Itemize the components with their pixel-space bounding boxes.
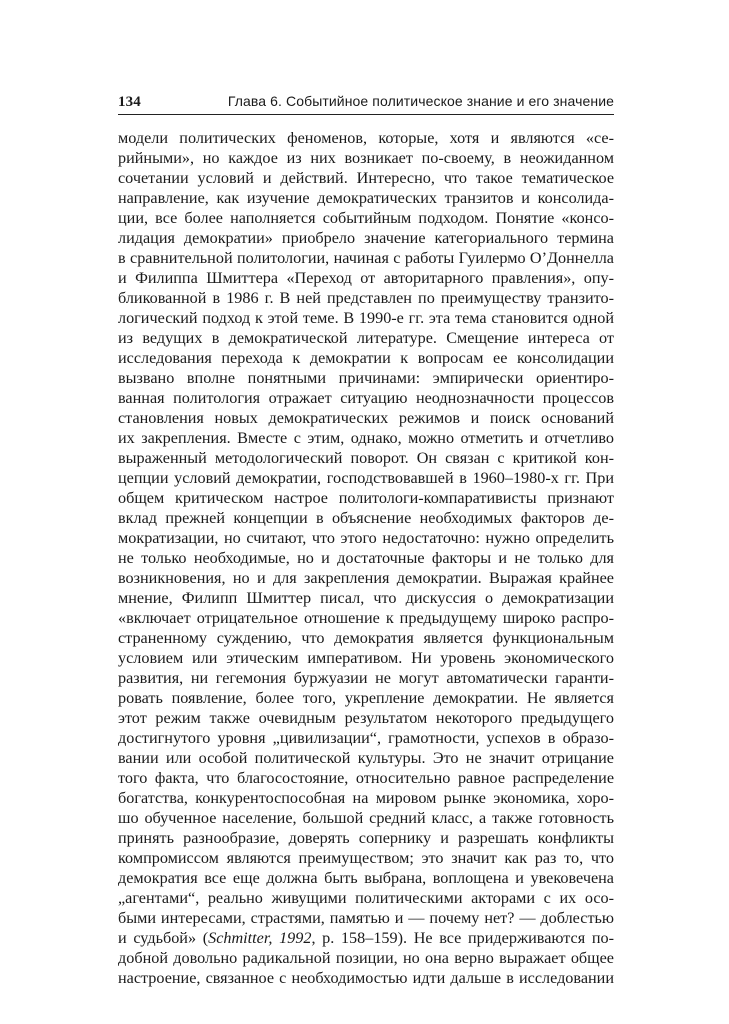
text-line: логический подход к этой теме. В 1990-е гг. эта тема становится одной: [118, 309, 614, 327]
text-line: возникновения, но и для закрепления демократии. Выражая крайнее: [118, 569, 614, 587]
text-line: быми интересами, страстями, памятью и — почему нет? — доблестью: [118, 909, 614, 927]
text-line: того факта, что благосостояние, относительно равное распределение: [118, 769, 614, 787]
text-line: достигнутого уровня „цивилизации“, грамотности, успехов в образо-: [118, 729, 614, 747]
text-line: развития, ни гегемония буржуазии не могут автоматически гаранти-: [118, 669, 614, 687]
text-line: ровать появление, более того, укрепление демократии. Не является: [118, 689, 614, 707]
text-line: модели политических феноменов, которые, хотя и являются «се-: [118, 129, 614, 147]
text-line: шо обученное население, большой средний класс, а также готовность: [118, 809, 614, 827]
text-line: в сравнительной политологии, начиная с работы Гуилермо О’Доннелла: [118, 249, 614, 267]
running-header: [118, 93, 614, 111]
text-line: направление, как изучение демократических транзитов и консолида-: [118, 189, 614, 207]
citation-author: Schmitter,: [208, 929, 273, 947]
text-line: „агентами“, реально живущими политическими акторами с их осо-: [118, 889, 614, 907]
citation-line: [118, 928, 614, 948]
text-line: цепции условий демократии, господствовавшей в 1960–1980-х гг. При: [118, 469, 614, 487]
text-line: настроение, связанное с необходимостью идти дальше в исследовании: [118, 969, 614, 987]
text-line: добной довольно радикальной позиции, но она верно выражает общее: [118, 949, 614, 967]
text-line: богатства, конкурентоспособная на мировом рынке экономика, хоро-: [118, 789, 614, 807]
text-line: лидация демократии» приобрело значение категориального термина: [118, 229, 614, 247]
text-line: выраженный методологический поворот. Он связан с критикой кон-: [118, 449, 614, 467]
running-title: Глава 6. Событийное политическое знание и его значение: [227, 93, 614, 109]
text-line: мнение, Филипп Шмиттер писал, что дискуссия о демократизации: [118, 589, 614, 607]
text-line: исследования перехода к демократии к вопросам ее консолидации: [118, 349, 614, 367]
text-line: условием или этическим императивом. Ни уровень экономического: [118, 649, 614, 667]
text-line: сочетании условий и действий. Интересно, что такое тематическое: [118, 169, 614, 187]
body-text: [118, 128, 614, 988]
text-line: и Филиппа Шмиттера «Переход от авторитарного правления», опу-: [118, 269, 614, 287]
header-rule: [118, 114, 614, 115]
citation-pre: и судьбой» (: [118, 929, 209, 947]
text-line: ванная политология отражает ситуацию неоднозначности процессов: [118, 389, 614, 407]
text-line: ции, все более наполняется событийным подходом. Понятие «консо-: [118, 209, 614, 227]
text-line: рийными», но каждое из них возникает по-своему, в неожиданном: [118, 149, 614, 167]
text-line: из ведущих в демократической литературе. Смещение интереса от: [118, 329, 614, 347]
text-line: вызвано вполне понятными причинами: эмпирически ориентиро-: [118, 369, 614, 387]
text-line: вклад прежней концепции в объяснение необходимых факторов де-: [118, 509, 614, 527]
text-line: вании или особой политической культуры. Это не значит отрицание: [118, 749, 614, 767]
text-line: демократия все еще должна быть выбрана, воплощена и увековечена: [118, 869, 614, 887]
text-line: страненному суждению, что демократия является функциональным: [118, 629, 614, 647]
text-line: не только необходимые, но и достаточные факторы и не только для: [118, 549, 614, 567]
citation-post: , p. 158–159). Не все придерживаются по-: [311, 929, 614, 947]
citation-year: 1992: [279, 929, 312, 947]
text-line: «включает отрицательное отношение к предыдущему широко распро-: [118, 609, 614, 627]
page-number: 134: [118, 94, 141, 110]
text-line: их закрепления. Вместе с этим, однако, можно отметить и отчетливо: [118, 429, 614, 447]
text-line: становления новых демократических режимов и поиск оснований: [118, 409, 614, 427]
text-line: мократизации, но считают, что этого недостаточно: нужно определить: [118, 529, 614, 547]
text-line: бликованной в 1986 г. В ней представлен по преимуществу транзито-: [118, 289, 614, 307]
text-line: общем критическом настрое политологи-компаративисты признают: [118, 489, 614, 507]
text-line: принять разнообразие, доверять сопернику и разрешать конфликты: [118, 829, 614, 847]
text-line: компромиссом являются преимуществом; это значит как раз то, что: [118, 849, 614, 867]
text-line: этот режим также очевидным результатом некоторого предыдущего: [118, 709, 614, 727]
